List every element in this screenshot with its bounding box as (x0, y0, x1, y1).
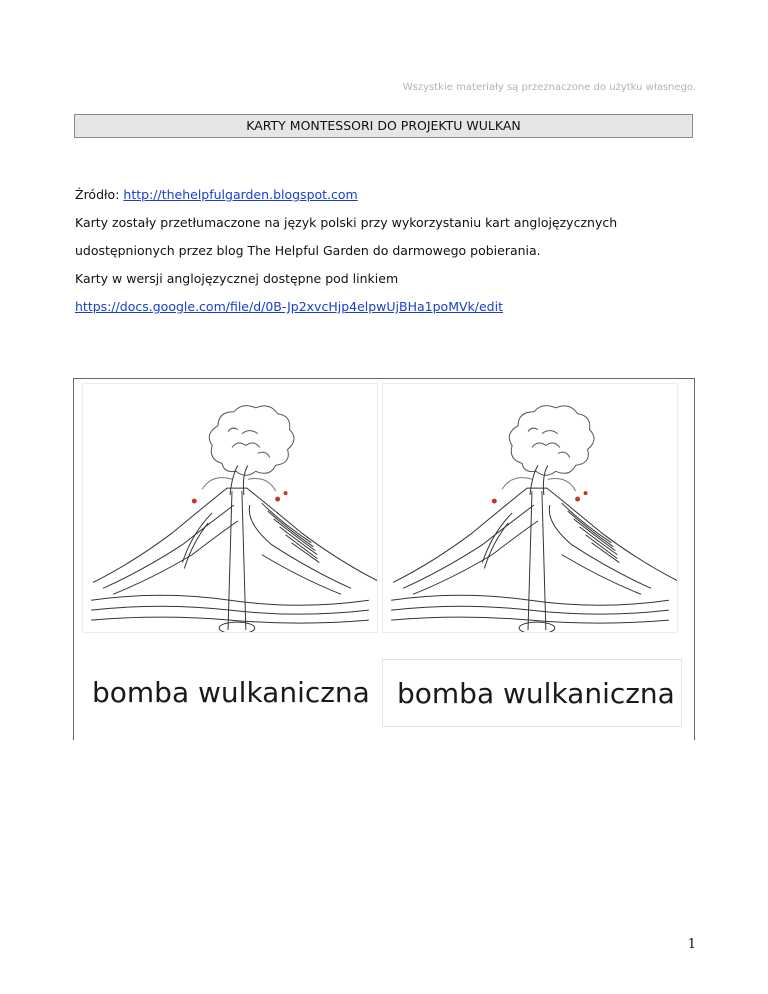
intro-text (75, 181, 695, 321)
source-link[interactable]: http://thehelpfulgarden.blogspot.com (123, 187, 358, 202)
card-label: bomba wulkaniczna (382, 659, 682, 727)
cards-frame (73, 378, 695, 740)
source-label: Źródło: (75, 187, 124, 202)
source-line (75, 181, 695, 209)
docs-link[interactable]: https://docs.google.com/file/d/0B-Jp2xvcHjp4elpwUjBHa1poMVk/edit (75, 299, 503, 314)
volcano-illustration-icon (82, 383, 378, 633)
description-line-1: Karty zostały przetłumaczone na język polski przy wykorzystaniu kart anglojęzycznych (75, 215, 618, 230)
description-line-3: Karty w wersji anglojęzycznej dostępne pod linkiem (75, 271, 399, 286)
description-line-2: udostępnionych przez blog The Helpful Garden do darmowego pobierania. (75, 243, 541, 258)
card-label: bomba wulkaniczna (92, 676, 370, 709)
volcano-illustration-icon (382, 383, 678, 633)
page-title: KARTY MONTESSORI DO PROJEKTU WULKAN (74, 114, 693, 138)
header-note: Wszystkie materiały są przeznaczone do użytku własnego. (402, 82, 696, 93)
page-number: 1 (687, 937, 696, 952)
